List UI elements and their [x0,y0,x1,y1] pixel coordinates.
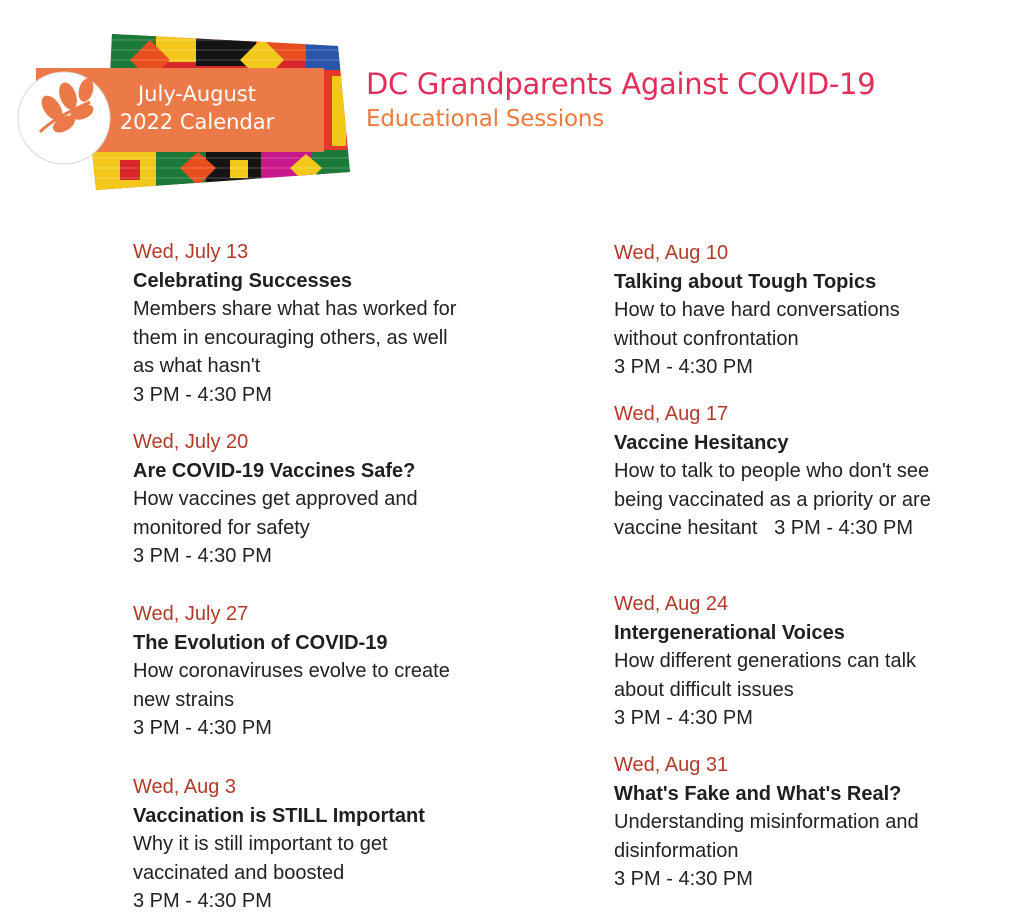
session-date: Wed, Aug 17 [614,403,729,425]
session-date: Wed, Aug 31 [614,754,729,776]
session-time: 3 PM - 4:30 PM [774,517,914,540]
session-time: 3 PM - 4:30 PM [133,717,272,740]
session-time: 3 PM - 4:30 PM [614,707,753,730]
session-date: Wed, July 13 [133,241,249,263]
session-date: Wed, July 20 [133,431,249,453]
session-topic: Intergenerational Voices [614,621,845,644]
badge-line-2: 2022 Calendar [119,110,275,134]
page-title: DC Grandparents Against COVID-19 [366,67,876,101]
session-date: Wed, July 27 [133,603,249,625]
session-date: Wed, Aug 3 [133,776,237,798]
header [0,0,1024,200]
session-topic: Talking about Tough Topics [614,270,877,293]
session-entry [614,590,934,733]
page-subtitle: Educational Sessions [366,106,605,132]
session-entry [133,238,463,410]
session-time: 3 PM - 4:30 PM [614,868,753,891]
session-time: 3 PM - 4:30 PM [133,890,272,913]
session-entry [614,400,934,543]
session-time: 3 PM - 4:30 PM [614,356,753,379]
session-topic: Vaccine Hesitancy [614,431,789,454]
session-description: Understanding misinformation and disinformation [614,811,919,862]
session-description: How to talk to people who don't see being vaccinated as a priority or are vaccine hesitant [614,460,931,540]
session-entry [133,428,463,571]
session-topic: What's Fake and What's Real? [614,782,902,805]
session-description: How coronaviruses evolve to create new strains [133,660,450,711]
session-entry [133,600,463,743]
session-time: 3 PM - 4:30 PM [133,545,272,568]
session-topic: Are COVID-19 Vaccines Safe? [133,459,416,482]
calendar-badge [72,80,322,136]
session-description-time [614,457,934,543]
session-description: How different generations can talk about difficult issues [614,650,917,701]
session-description: Members share what has worked for them in encouraging others, as well as what hasn't [133,298,457,378]
session-topic: Vaccination is STILL Important [133,804,425,827]
session-entry [614,239,934,382]
session-time: 3 PM - 4:30 PM [133,383,272,406]
session-description: Why it is still important to get vaccinated and boosted [133,833,388,884]
title-block [366,66,875,136]
session-date: Wed, Aug 24 [614,593,729,615]
session-topic: Celebrating Successes [133,269,352,292]
session-description: How to have hard conversations without confrontation [614,299,900,350]
badge-line-1: July-August [137,82,256,106]
session-date: Wed, Aug 10 [614,242,729,264]
session-description: How vaccines get approved and monitored for safety [133,488,418,539]
session-entry [614,751,934,894]
session-entry [133,773,463,916]
session-topic: The Evolution of COVID-19 [133,631,388,654]
